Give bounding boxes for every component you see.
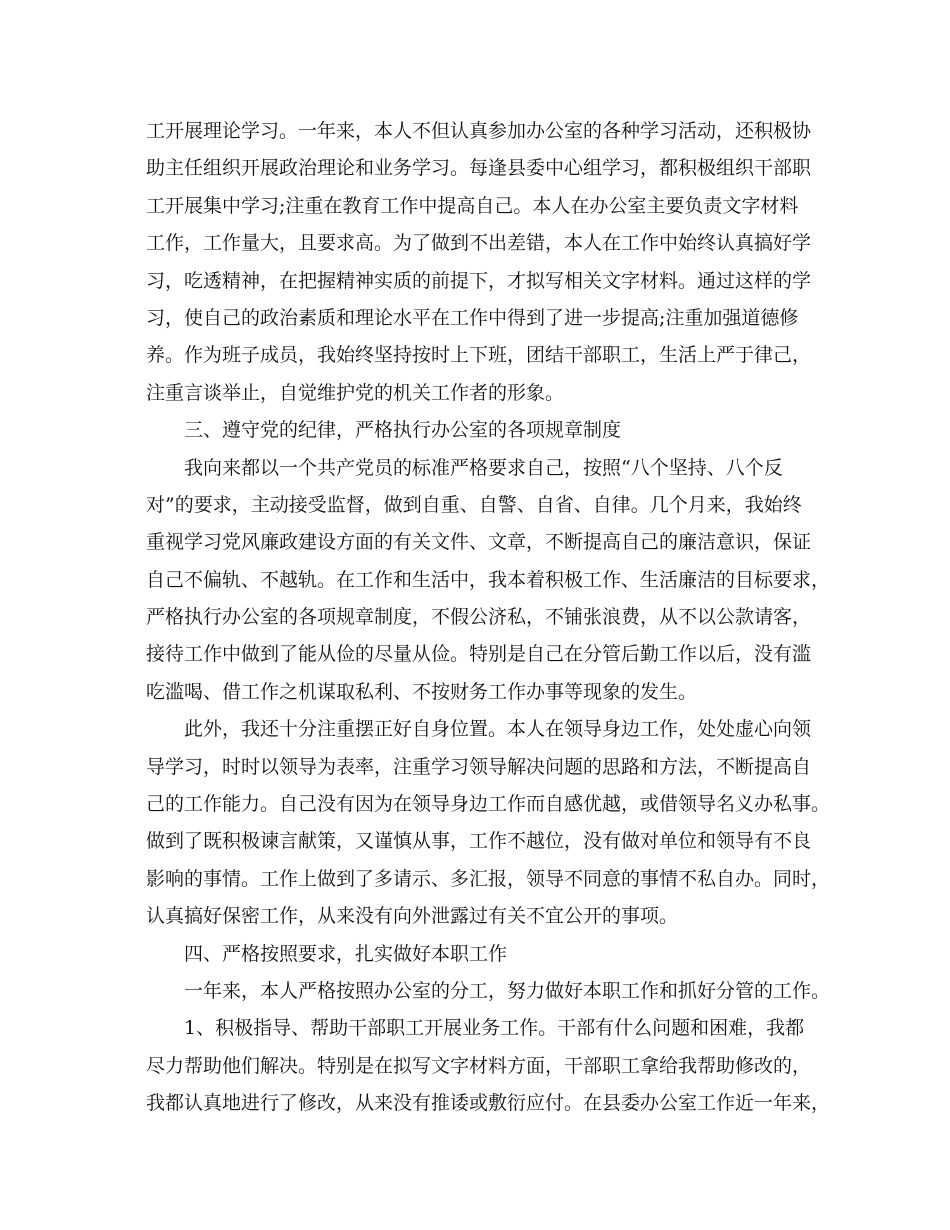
- text-line: 习，吃透精神，在把握精神实质的前提下，才拟写相关文字材料。通过这样的学: [146, 269, 812, 292]
- text-line: 认真搞好保密工作，从来没有向外泄露过有关不宜公开的事项。: [146, 905, 679, 928]
- text-line: 一年来，本人严格按照办公室的分工，努力做好本职工作和抓好分管的工作。: [184, 979, 831, 1002]
- text-line: 我都认真地进行了修改，从来没有推诿或敷衍应付。在县委办公室工作近一年来，: [146, 1092, 831, 1115]
- text-line: 影响的事情。工作上做到了多请示、多汇报，领导不同意的事情不私自办。同时，: [146, 867, 831, 890]
- text-line: 严格执行办公室的各项规章制度，不假公济私，不铺张浪费，从不以公款请客，: [146, 606, 812, 629]
- text-line: 此外，我还十分注重摆正好自身位置。本人在领导身边工作，处处虚心向领: [184, 718, 812, 741]
- text-line: 做到了既积极谏言献策，又谨慎从事，工作不越位，没有做对单位和领导有不良: [146, 830, 812, 853]
- text-line: 吃滥喝、借工作之机谋取私利、不按财务工作办事等现象的发生。: [146, 680, 698, 703]
- text-line: 养。作为班子成员，我始终坚持按时上下班，团结干部职工，生活上严于律己，: [146, 344, 812, 367]
- text-line: 尽力帮助他们解决。特别是在拟写文字材料方面，干部职工拿给我帮助修改的，: [146, 1054, 812, 1077]
- text-line: 工开展理论学习。一年来，本人不但认真参加办公室的各种学习活动，还积极协: [146, 120, 812, 142]
- text-line: 导学习，时时以领导为表率，注重学习领导解决问题的思路和方法，不断提高自: [146, 755, 812, 778]
- text-line: 自己不偏轨、不越轨。在工作和生活中，我本着积极工作、生活廉洁的目标要求，: [146, 568, 831, 591]
- text-line: 重视学习党风廉政建设方面的有关文件、文章，不断提高自己的廉洁意识，保证: [146, 531, 812, 554]
- document-body: [146, 113, 831, 1123]
- text-line: 接待工作中做到了能从俭的尽量从俭。特别是自己在分管后勤工作以后，没有滥: [146, 643, 812, 666]
- text-line: 注重言谈举止，自觉维护党的机关工作者的形象。: [146, 381, 565, 404]
- text-line: 我向来都以一个共产党员的标准严格要求自己，按照“八个坚持、八个反: [184, 456, 783, 479]
- text-line: 四、严格按照要求，扎实做好本职工作: [184, 942, 508, 965]
- text-line: 习，使自己的政治素质和理论水平在工作中得到了进一步提高;注重加强道德修: [146, 306, 799, 329]
- text-line: 工开展集中学习;注重在教育工作中提高自己。本人在办公室主要负责文字材料: [146, 194, 799, 217]
- text-line: 助主任组织开展政治理论和业务学习。每逢县委中心组学习，都积极组织干部职: [146, 157, 812, 180]
- text-line: 工作，工作量大，且要求高。为了做到不出差错，本人在工作中始终认真搞好学: [146, 232, 812, 255]
- text-line: 1、积极指导、帮助干部职工开展业务工作。干部有什么问题和困难，我都: [184, 1017, 805, 1040]
- text-line: 己的工作能力。自己没有因为在领导身边工作而自感优越，或借领导名义办私事。: [146, 793, 831, 816]
- text-line: 三、遵守党的纪律，严格执行办公室的各项规章制度: [184, 419, 622, 442]
- text-line: 对”的要求，主动接受监督，做到自重、自警、自省、自律。几个月来，我始终: [146, 493, 802, 516]
